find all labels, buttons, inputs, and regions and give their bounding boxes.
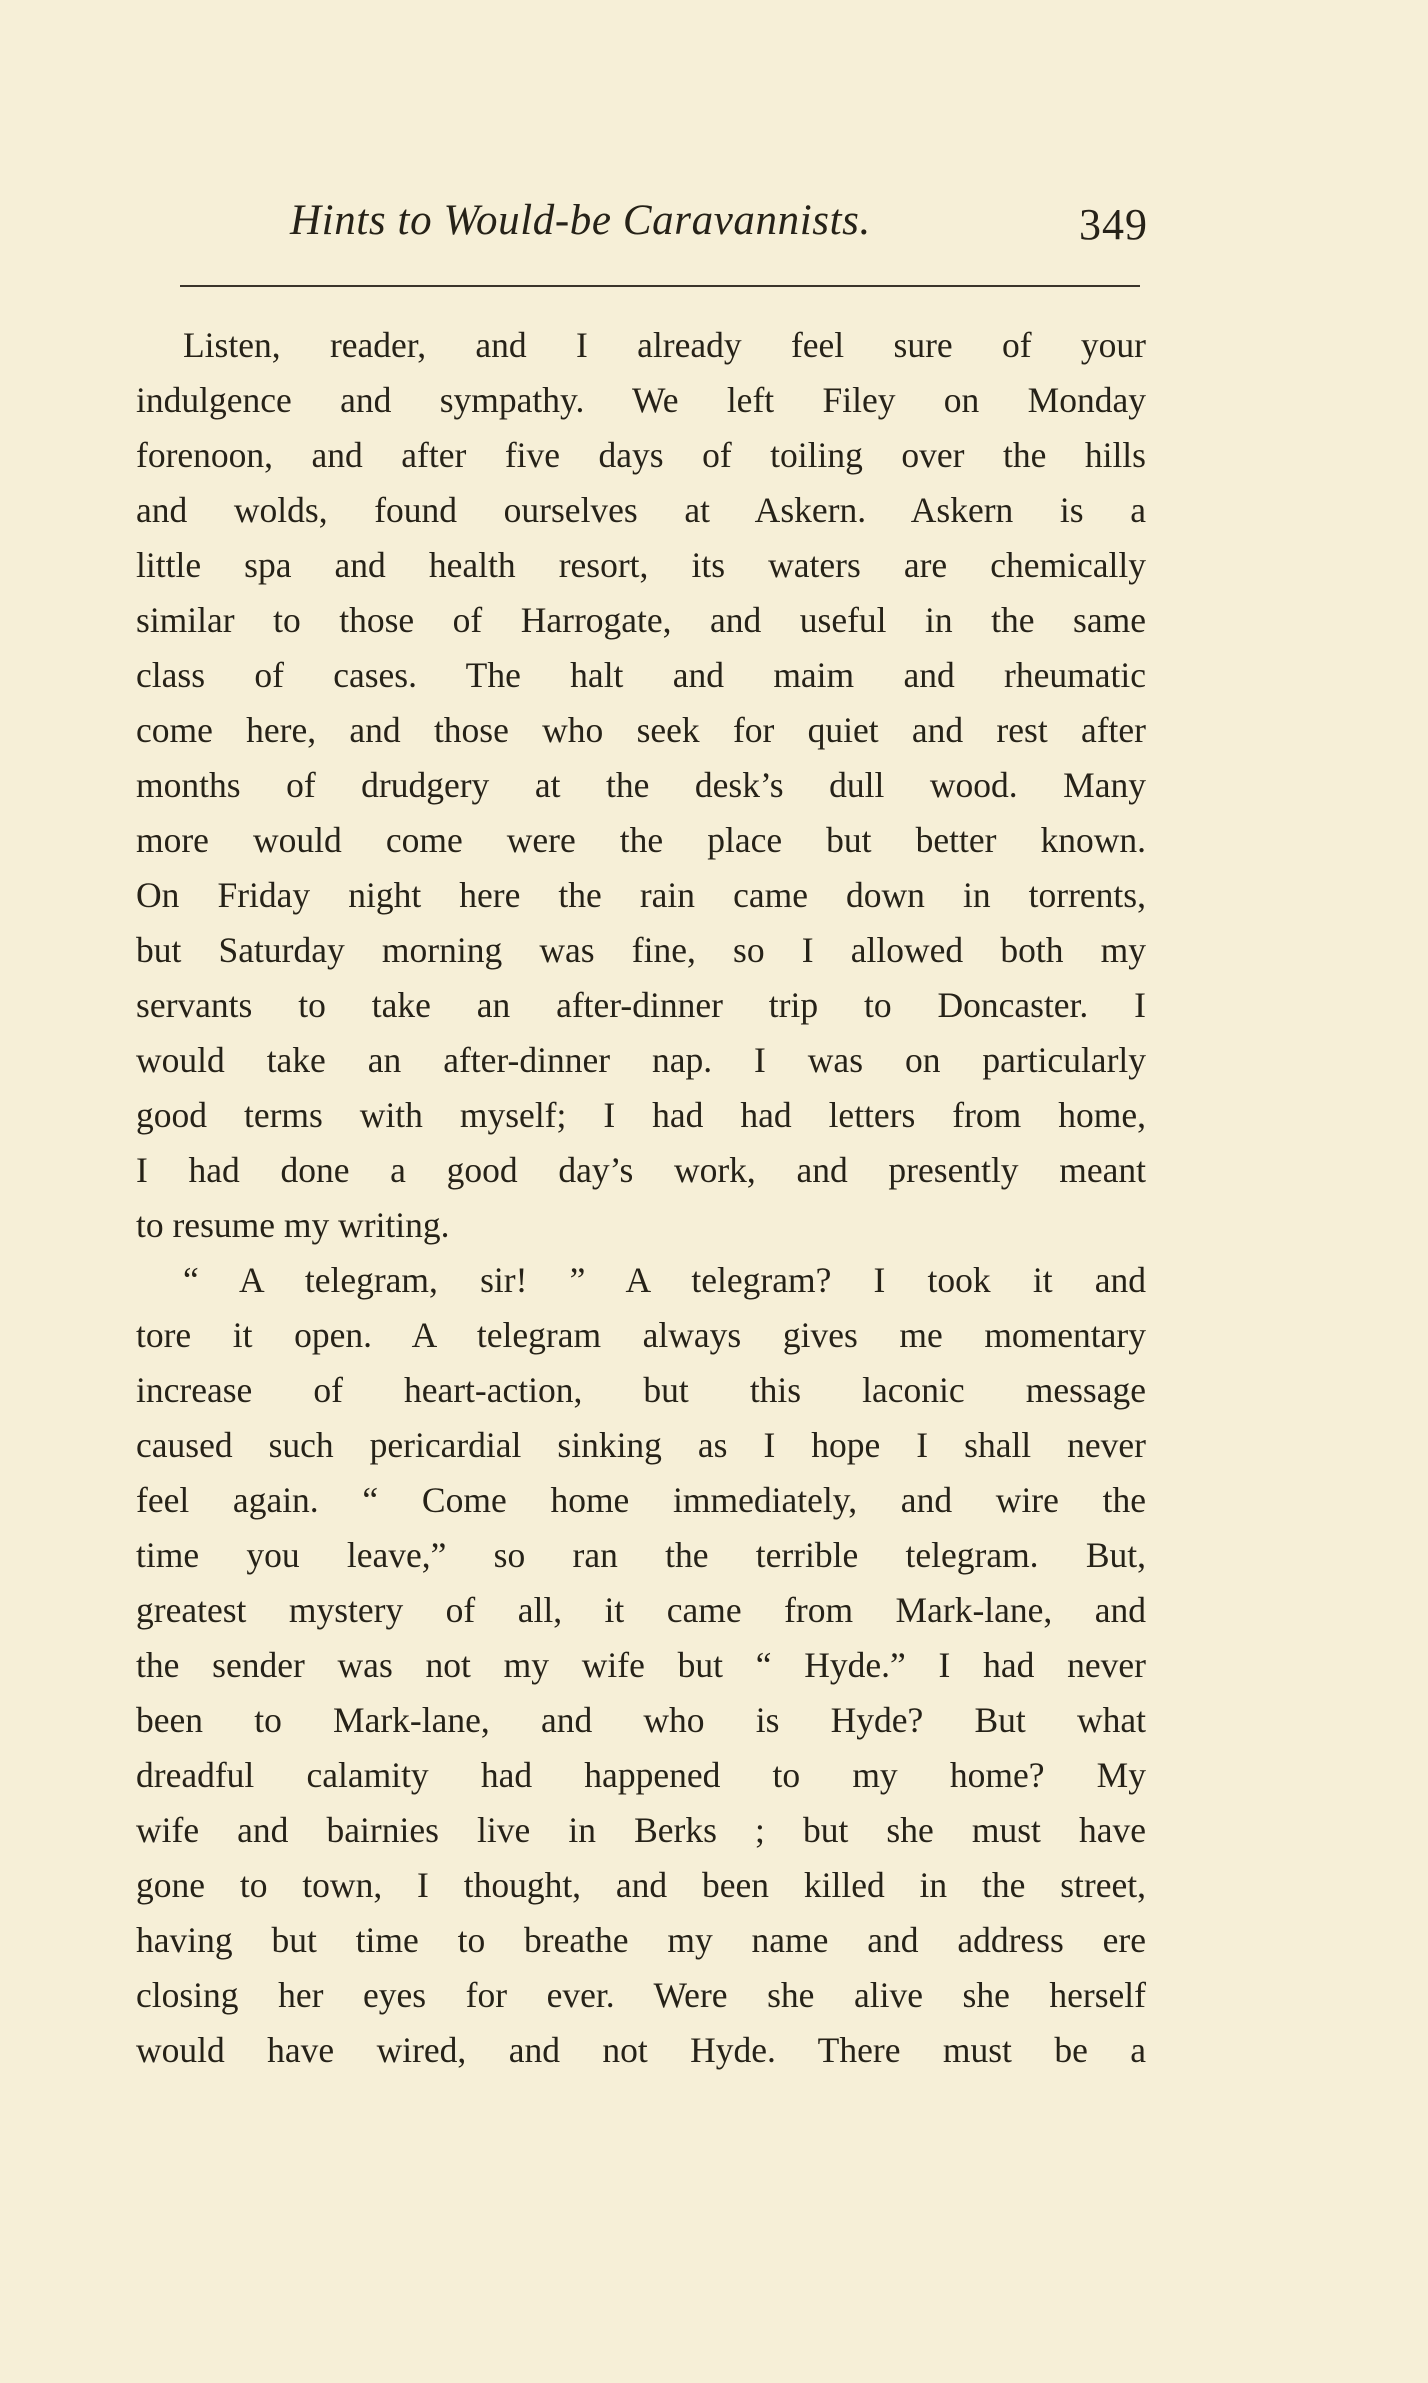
- text-line: would take an after-dinner nap. I was on particularly: [136, 1040, 1146, 1080]
- text-line: class of cases. The halt and maim and rheumatic: [136, 655, 1146, 695]
- text-line: similar to those of Harrogate, and useful in the same: [136, 600, 1146, 640]
- header-rule: [180, 285, 1140, 287]
- text-line: greatest mystery of all, it came from Mark-lane, and: [136, 1590, 1146, 1630]
- text-line: caused such pericardial sinking as I hope I shall never: [136, 1425, 1146, 1465]
- text-line: forenoon, and after five days of toiling over the hills: [136, 435, 1146, 475]
- text-line: months of drudgery at the desk’s dull wood. Many: [136, 765, 1146, 805]
- text-line: tore it open. A telegram always gives me momentary: [136, 1315, 1146, 1355]
- text-line: come here, and those who seek for quiet and rest after: [136, 710, 1146, 750]
- text-line: closing her eyes for ever. Were she alive she herself: [136, 1975, 1146, 2015]
- text-line: dreadful calamity had happened to my home? My: [136, 1755, 1146, 1795]
- text-line: little spa and health resort, its waters are chemically: [136, 545, 1146, 585]
- text-line: I had done a good day’s work, and presently meant: [136, 1150, 1146, 1190]
- text-line: servants to take an after-dinner trip to Doncaster. I: [136, 985, 1146, 1025]
- text-line: feel again. “ Come home immediately, and wire the: [136, 1480, 1146, 1520]
- text-line: having but time to breathe my name and address ere: [136, 1920, 1146, 1960]
- text-line: the sender was not my wife but “ Hyde.” I had never: [136, 1645, 1146, 1685]
- text-line: indulgence and sympathy. We left Filey on Monday: [136, 380, 1146, 420]
- text-line: more would come were the place but better known.: [136, 820, 1146, 860]
- text-line: and wolds, found ourselves at Askern. Askern is a: [136, 490, 1146, 530]
- body-text: [136, 318, 1146, 2078]
- text-line: good terms with myself; I had had letters from home,: [136, 1095, 1146, 1135]
- running-head: [260, 196, 1150, 266]
- text-line: Listen, reader, and I already feel sure of your: [183, 325, 1146, 365]
- text-line: wife and bairnies live in Berks ; but she must have: [136, 1810, 1146, 1850]
- text-line: to resume my writing.: [136, 1205, 450, 1245]
- running-title: Hints to Would-be Caravannists.: [290, 197, 871, 244]
- text-line: “ A telegram, sir! ” A telegram? I took it and: [183, 1260, 1146, 1300]
- text-line: would have wired, and not Hyde. There must be a: [136, 2030, 1146, 2070]
- text-line: been to Mark-lane, and who is Hyde? But what: [136, 1700, 1146, 1740]
- text-line: but Saturday morning was fine, so I allowed both my: [136, 930, 1146, 970]
- text-line: increase of heart-action, but this laconic message: [136, 1370, 1146, 1410]
- text-line: time you leave,” so ran the terrible telegram. But,: [136, 1535, 1146, 1575]
- page-number: 349: [1079, 200, 1148, 249]
- text-line: gone to town, I thought, and been killed in the street,: [136, 1865, 1146, 1905]
- text-line: On Friday night here the rain came down in torrents,: [136, 875, 1146, 915]
